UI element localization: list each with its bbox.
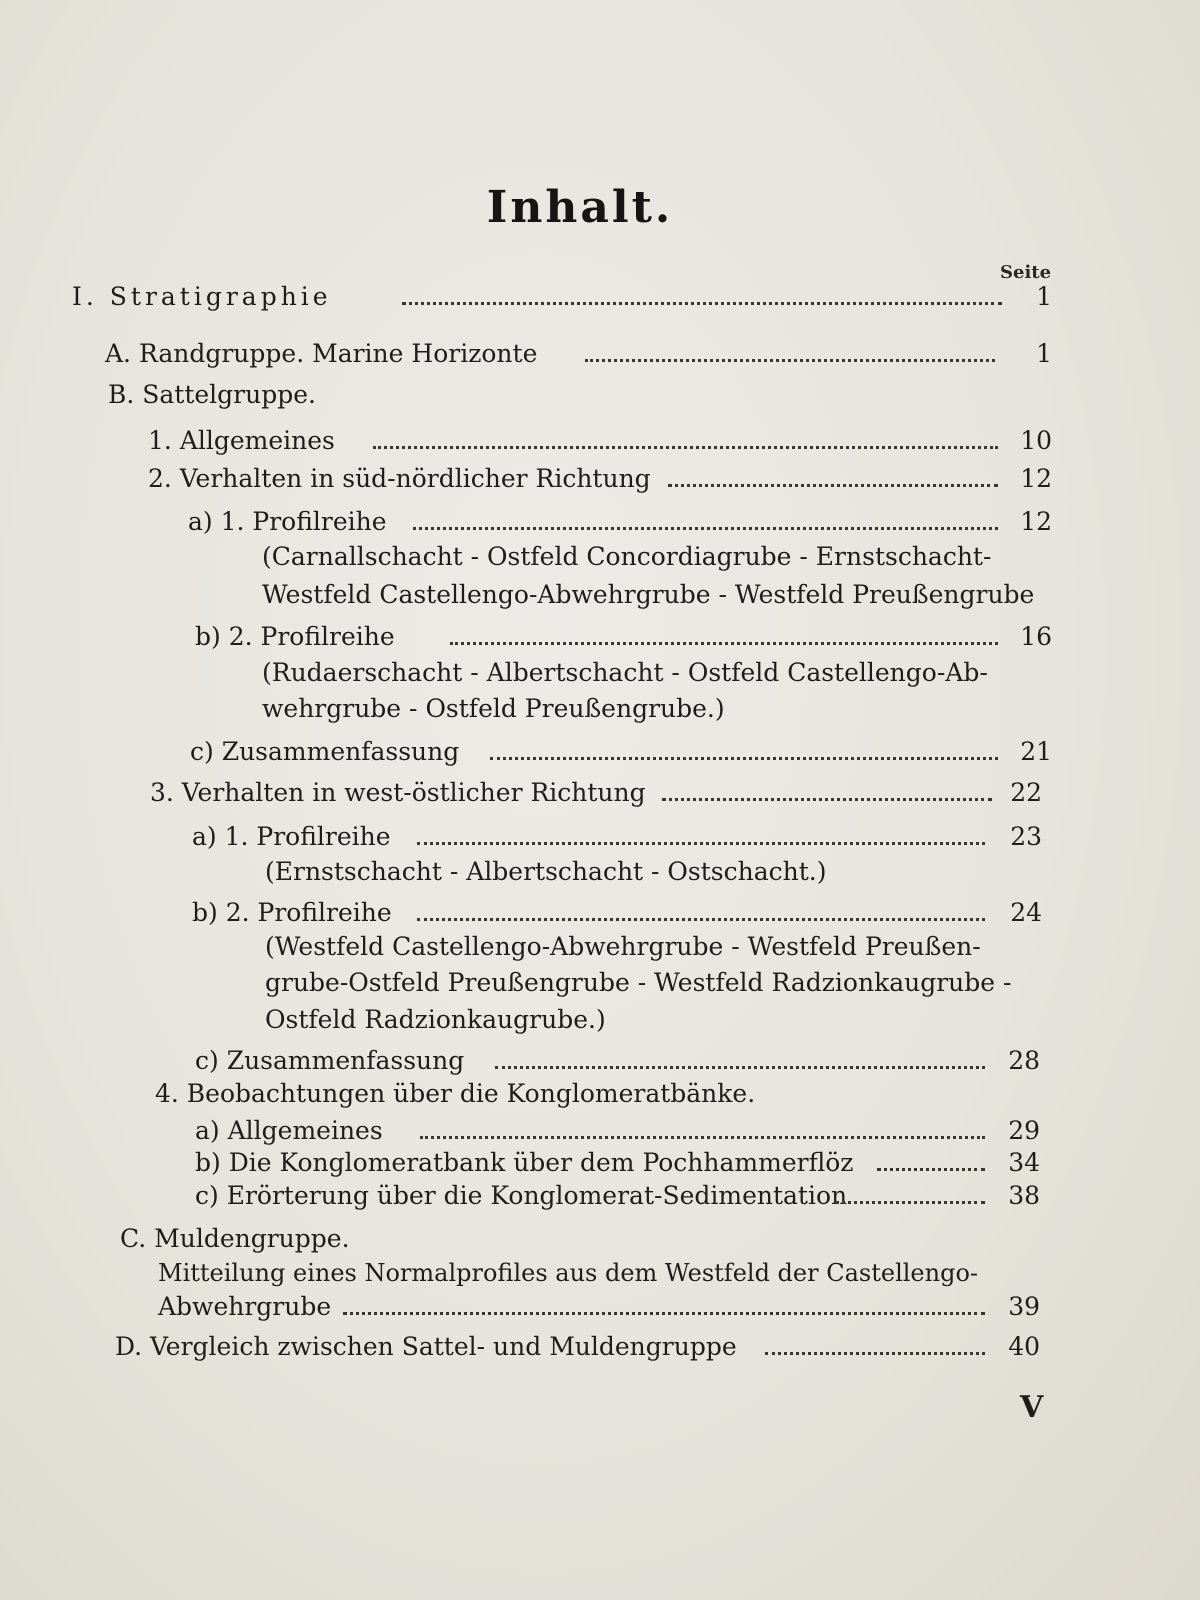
toc-page-number: 23 xyxy=(1010,822,1042,851)
toc-page-number: 1 xyxy=(1036,282,1052,311)
dot-leader xyxy=(420,1105,985,1139)
dot-leader xyxy=(402,271,1002,305)
toc-entry[interactable] xyxy=(115,1330,1062,1364)
dot-leader xyxy=(490,726,998,760)
toc-entry-label: 3. Verhalten in west-östlicher Richtung xyxy=(150,778,646,807)
toc-entry-label: b) 2. Profilreihe xyxy=(192,898,392,927)
toc-entry-label: b) Die Konglomeratbank über dem Pochhammerflöz xyxy=(195,1148,854,1177)
toc-entry[interactable] xyxy=(190,735,1062,769)
toc-page-number: 1 xyxy=(1036,339,1052,368)
toc-entry[interactable] xyxy=(105,337,1062,371)
toc-entry-label: 2. Verhalten in süd-nördlicher Richtung xyxy=(148,464,651,493)
dot-leader xyxy=(450,611,998,645)
toc-section-heading: C. Muldengruppe. xyxy=(120,1224,350,1253)
toc-entry[interactable] xyxy=(195,1044,1062,1078)
toc-page-number: 21 xyxy=(1020,737,1052,766)
toc-entry-label: a) 1. Profilreihe xyxy=(192,822,391,851)
dot-leader xyxy=(373,415,998,449)
toc-page-number: 24 xyxy=(1010,898,1042,927)
toc-page-number: 28 xyxy=(1008,1046,1040,1075)
page-column-header: Seite xyxy=(1000,262,1052,283)
toc-entry-detail: (Ernstschacht - Albertschacht - Ostschacht.) xyxy=(265,857,827,886)
toc-page-number: 12 xyxy=(1020,507,1052,536)
toc-page-number: 40 xyxy=(1008,1332,1040,1361)
toc-page-number: 22 xyxy=(1010,778,1042,807)
toc-section-heading: B. Sattelgruppe. xyxy=(108,380,316,409)
toc-page-number: 39 xyxy=(1008,1292,1040,1321)
toc-entry-detail: Mitteilung eines Normalprofiles aus dem Westfeld der Castellengo- xyxy=(158,1259,978,1287)
toc-entry-label: c) Zusammenfassung xyxy=(190,737,460,766)
toc-entry[interactable] xyxy=(150,776,1062,810)
toc-page-number: 12 xyxy=(1020,464,1052,493)
toc-entry-label: D. Vergleich zwischen Sattel- und Muldengruppe xyxy=(115,1332,737,1361)
toc-entry-detail: (Rudaerschacht - Albertschacht - Ostfeld Castellengo-Ab- xyxy=(262,658,988,687)
toc-page-number: 10 xyxy=(1020,426,1052,455)
toc-entry-label: A. Randgruppe. Marine Horizonte xyxy=(105,339,538,368)
toc-entry-label: 1. Allgemeines xyxy=(148,426,335,455)
dot-leader xyxy=(835,1170,985,1204)
toc-entry-detail: Ostfeld Radzionkaugrube.) xyxy=(265,1005,606,1034)
dot-leader xyxy=(495,1035,985,1069)
toc-page-number: 29 xyxy=(1008,1116,1040,1145)
dot-leader xyxy=(417,811,985,845)
toc-section-heading: 4. Beobachtungen über die Konglomeratbänke. xyxy=(155,1079,756,1108)
toc-entry[interactable] xyxy=(72,280,1062,314)
toc-entry-detail: grube-Ostfeld Preußengrube - Westfeld Radzionkaugrube - xyxy=(265,968,1012,997)
toc-entry-detail: (Westfeld Castellengo-Abwehrgrube - Westfeld Preußen- xyxy=(265,932,981,961)
dot-leader xyxy=(585,328,995,362)
toc-entry-detail: wehrgrube - Ostfeld Preußengrube.) xyxy=(262,694,725,723)
toc-entry[interactable] xyxy=(195,620,1062,654)
dot-leader xyxy=(668,453,998,487)
toc-entry-label: a) 1. Profilreihe xyxy=(188,507,387,536)
roman-page-number: V xyxy=(1020,1390,1044,1425)
toc-entry-label: c) Zusammenfassung xyxy=(195,1046,465,1075)
dot-leader xyxy=(413,496,998,530)
toc-entry-label: a) Allgemeines xyxy=(195,1116,383,1145)
dot-leader xyxy=(877,1137,985,1171)
toc-entry-label: b) 2. Profilreihe xyxy=(195,622,395,651)
toc-entry-label: c) Erörterung über die Konglomerat-Sedimentation xyxy=(195,1181,848,1210)
toc-entry[interactable] xyxy=(192,896,1062,930)
dot-leader xyxy=(343,1281,985,1315)
page-title: Inhalt. xyxy=(486,182,674,233)
toc-page-number: 16 xyxy=(1020,622,1052,651)
toc-entry[interactable] xyxy=(188,505,1062,539)
toc-entry-detail: Westfeld Castellengo-Abwehrgrube - Westfeld Preußengrube xyxy=(262,580,1035,609)
toc-page-number: 38 xyxy=(1008,1181,1040,1210)
toc-entry[interactable] xyxy=(195,1179,1062,1213)
toc-page-number: 34 xyxy=(1008,1148,1040,1177)
dot-leader xyxy=(662,767,992,801)
toc-entry-detail: (Carnallschacht - Ostfeld Concordiagrube - Ernstschacht- xyxy=(262,542,992,571)
dot-leader xyxy=(765,1321,985,1355)
dot-leader xyxy=(417,887,985,921)
toc-entry[interactable] xyxy=(192,820,1062,854)
toc-entry[interactable] xyxy=(148,462,1062,496)
toc-entry[interactable] xyxy=(158,1290,1062,1324)
toc-entry-label: Abwehrgrube xyxy=(158,1292,332,1321)
toc-entry-label: I. Stratigraphie xyxy=(72,282,332,311)
